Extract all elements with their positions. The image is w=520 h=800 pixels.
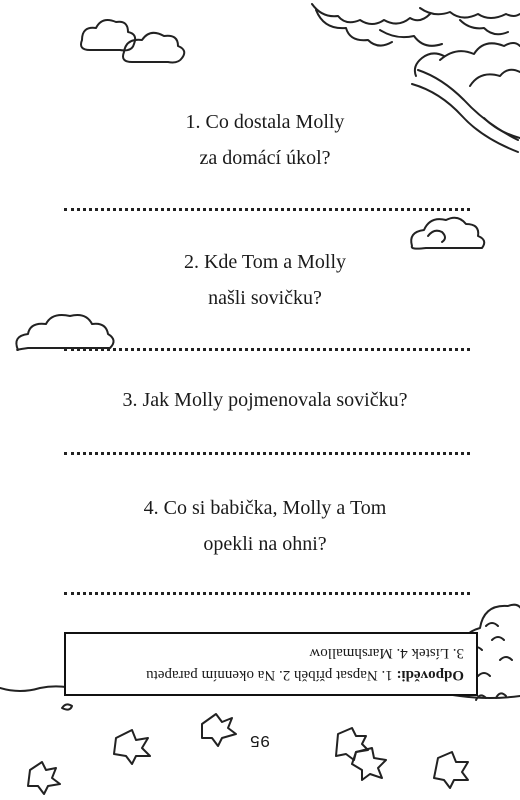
answer-key-line-2: 3. Lístek 4. Marshmallow bbox=[309, 645, 464, 661]
question-1-line-1: 1. Co dostala Molly bbox=[185, 111, 345, 133]
answer-key-box bbox=[64, 632, 478, 696]
question-2-line-1: 2. Kde Tom a Molly bbox=[183, 251, 347, 273]
answer-line-2 bbox=[64, 346, 470, 351]
question-4-line-1: 4. Co si babička, Molly a Tom bbox=[143, 497, 387, 519]
question-2 bbox=[60, 244, 470, 316]
answer-line-1 bbox=[64, 206, 470, 211]
question-3-line-1: 3. Jak Molly pojmenovala sovičku? bbox=[122, 389, 408, 411]
cloud-icon bbox=[16, 315, 113, 350]
question-2-line-2: našli sovičku? bbox=[208, 287, 322, 309]
question-1-line-2: za domácí úkol? bbox=[199, 147, 331, 169]
leaf-icon bbox=[336, 728, 368, 760]
question-4 bbox=[60, 490, 470, 562]
answer-line-4 bbox=[64, 590, 470, 595]
answer-key-text-1: 1. Napsat příběh 2. Na okenním parapetu bbox=[146, 667, 397, 683]
question-1 bbox=[60, 104, 470, 176]
answer-line-3 bbox=[64, 450, 470, 455]
leaf-icon bbox=[28, 762, 60, 794]
answer-key-line-1 bbox=[76, 664, 464, 686]
question-4-line-2: opekli na ohni? bbox=[203, 533, 327, 555]
leaf-icon bbox=[434, 752, 468, 788]
page-number: 95 bbox=[249, 730, 271, 749]
answer-key-label: Odpovědi: bbox=[396, 667, 464, 683]
leaf-icon bbox=[114, 730, 150, 764]
question-3 bbox=[60, 382, 470, 418]
leaf-icon bbox=[62, 704, 72, 709]
